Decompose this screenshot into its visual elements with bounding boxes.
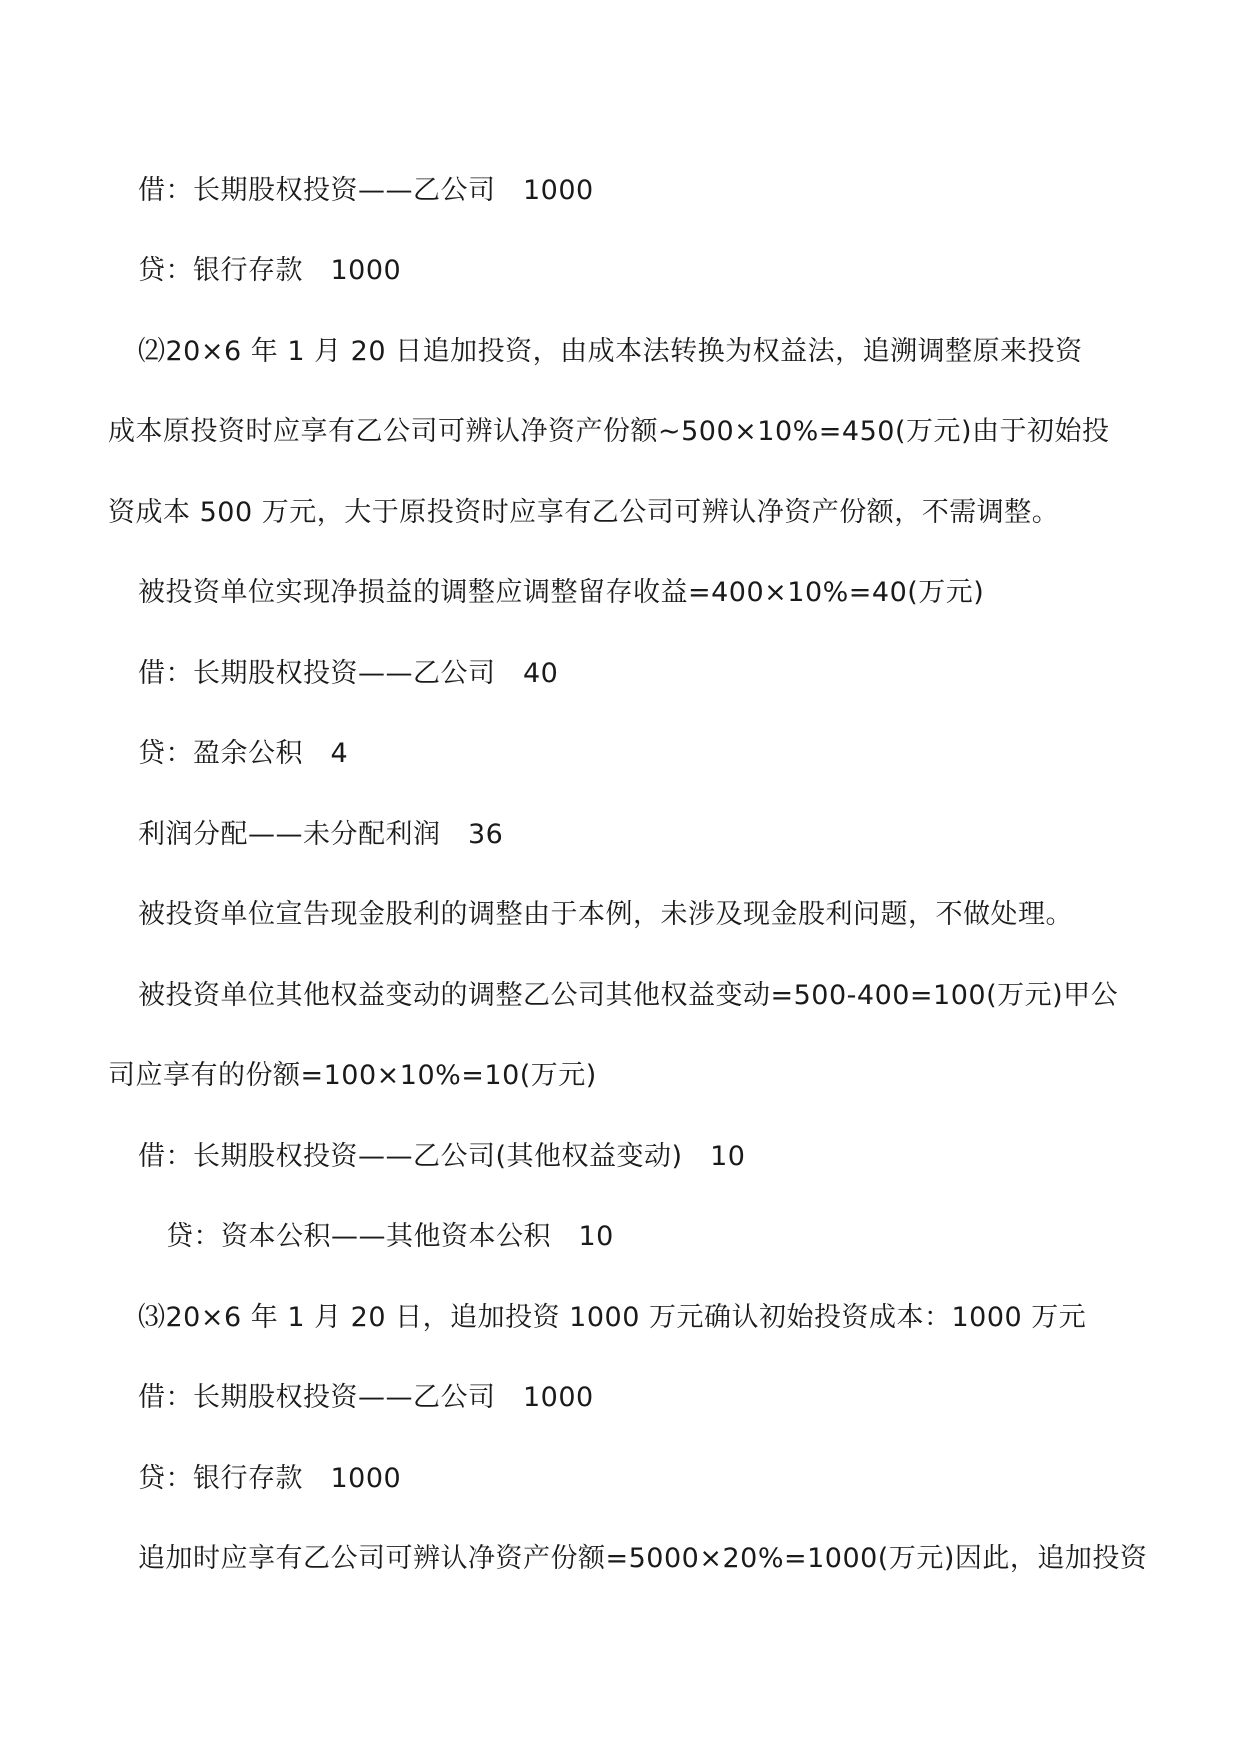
text-line: 借：长期股权投资——乙公司 1000 [138,175,594,206]
text-line: ⑵20×6 年 1 月 20 日追加投资，由成本法转换为权益法，追溯调整原来投资 [138,336,1083,367]
text-line: 被投资单位实现净损益的调整应调整留存收益=400×10%=40(万元) [138,577,985,608]
text-line: ⑶20×6 年 1 月 20 日，追加投资 1000 万元确认初始投资成本：1000 万元 [138,1302,1087,1333]
text-line: 借：长期股权投资——乙公司 1000 [138,1382,594,1413]
text-line: 利润分配——未分配利润 36 [138,819,504,850]
text-line: 借：长期股权投资——乙公司(其他权益变动) 10 [138,1141,746,1172]
text-line: 司应享有的份额=100×10%=10(万元) [108,1060,597,1091]
text-line: 追加时应享有乙公司可辨认净资产份额=5000×20%=1000(万元)因此，追加投资 [138,1543,1148,1574]
text-line: 借：长期股权投资——乙公司 40 [138,658,559,689]
text-line: 被投资单位其他权益变动的调整乙公司其他权益变动=500-400=100(万元)甲公 [138,980,1119,1011]
text-line: 贷：盈余公积 4 [138,738,349,769]
text-line: 贷：银行存款 1000 [138,255,402,286]
text-line: 成本原投资时应享有乙公司可辨认净资产份额~500×10%=450(万元)由于初始投 [108,416,1110,447]
text-line: 被投资单位宣告现金股利的调整由于本例，未涉及现金股利问题，不做处理。 [138,899,1073,930]
text-line: 贷：银行存款 1000 [138,1463,402,1494]
text-line: 贷：资本公积——其他资本公积 10 [166,1221,614,1252]
text-line: 资成本 500 万元，大于原投资时应享有乙公司可辨认净资产份额，不需调整。 [108,497,1060,528]
